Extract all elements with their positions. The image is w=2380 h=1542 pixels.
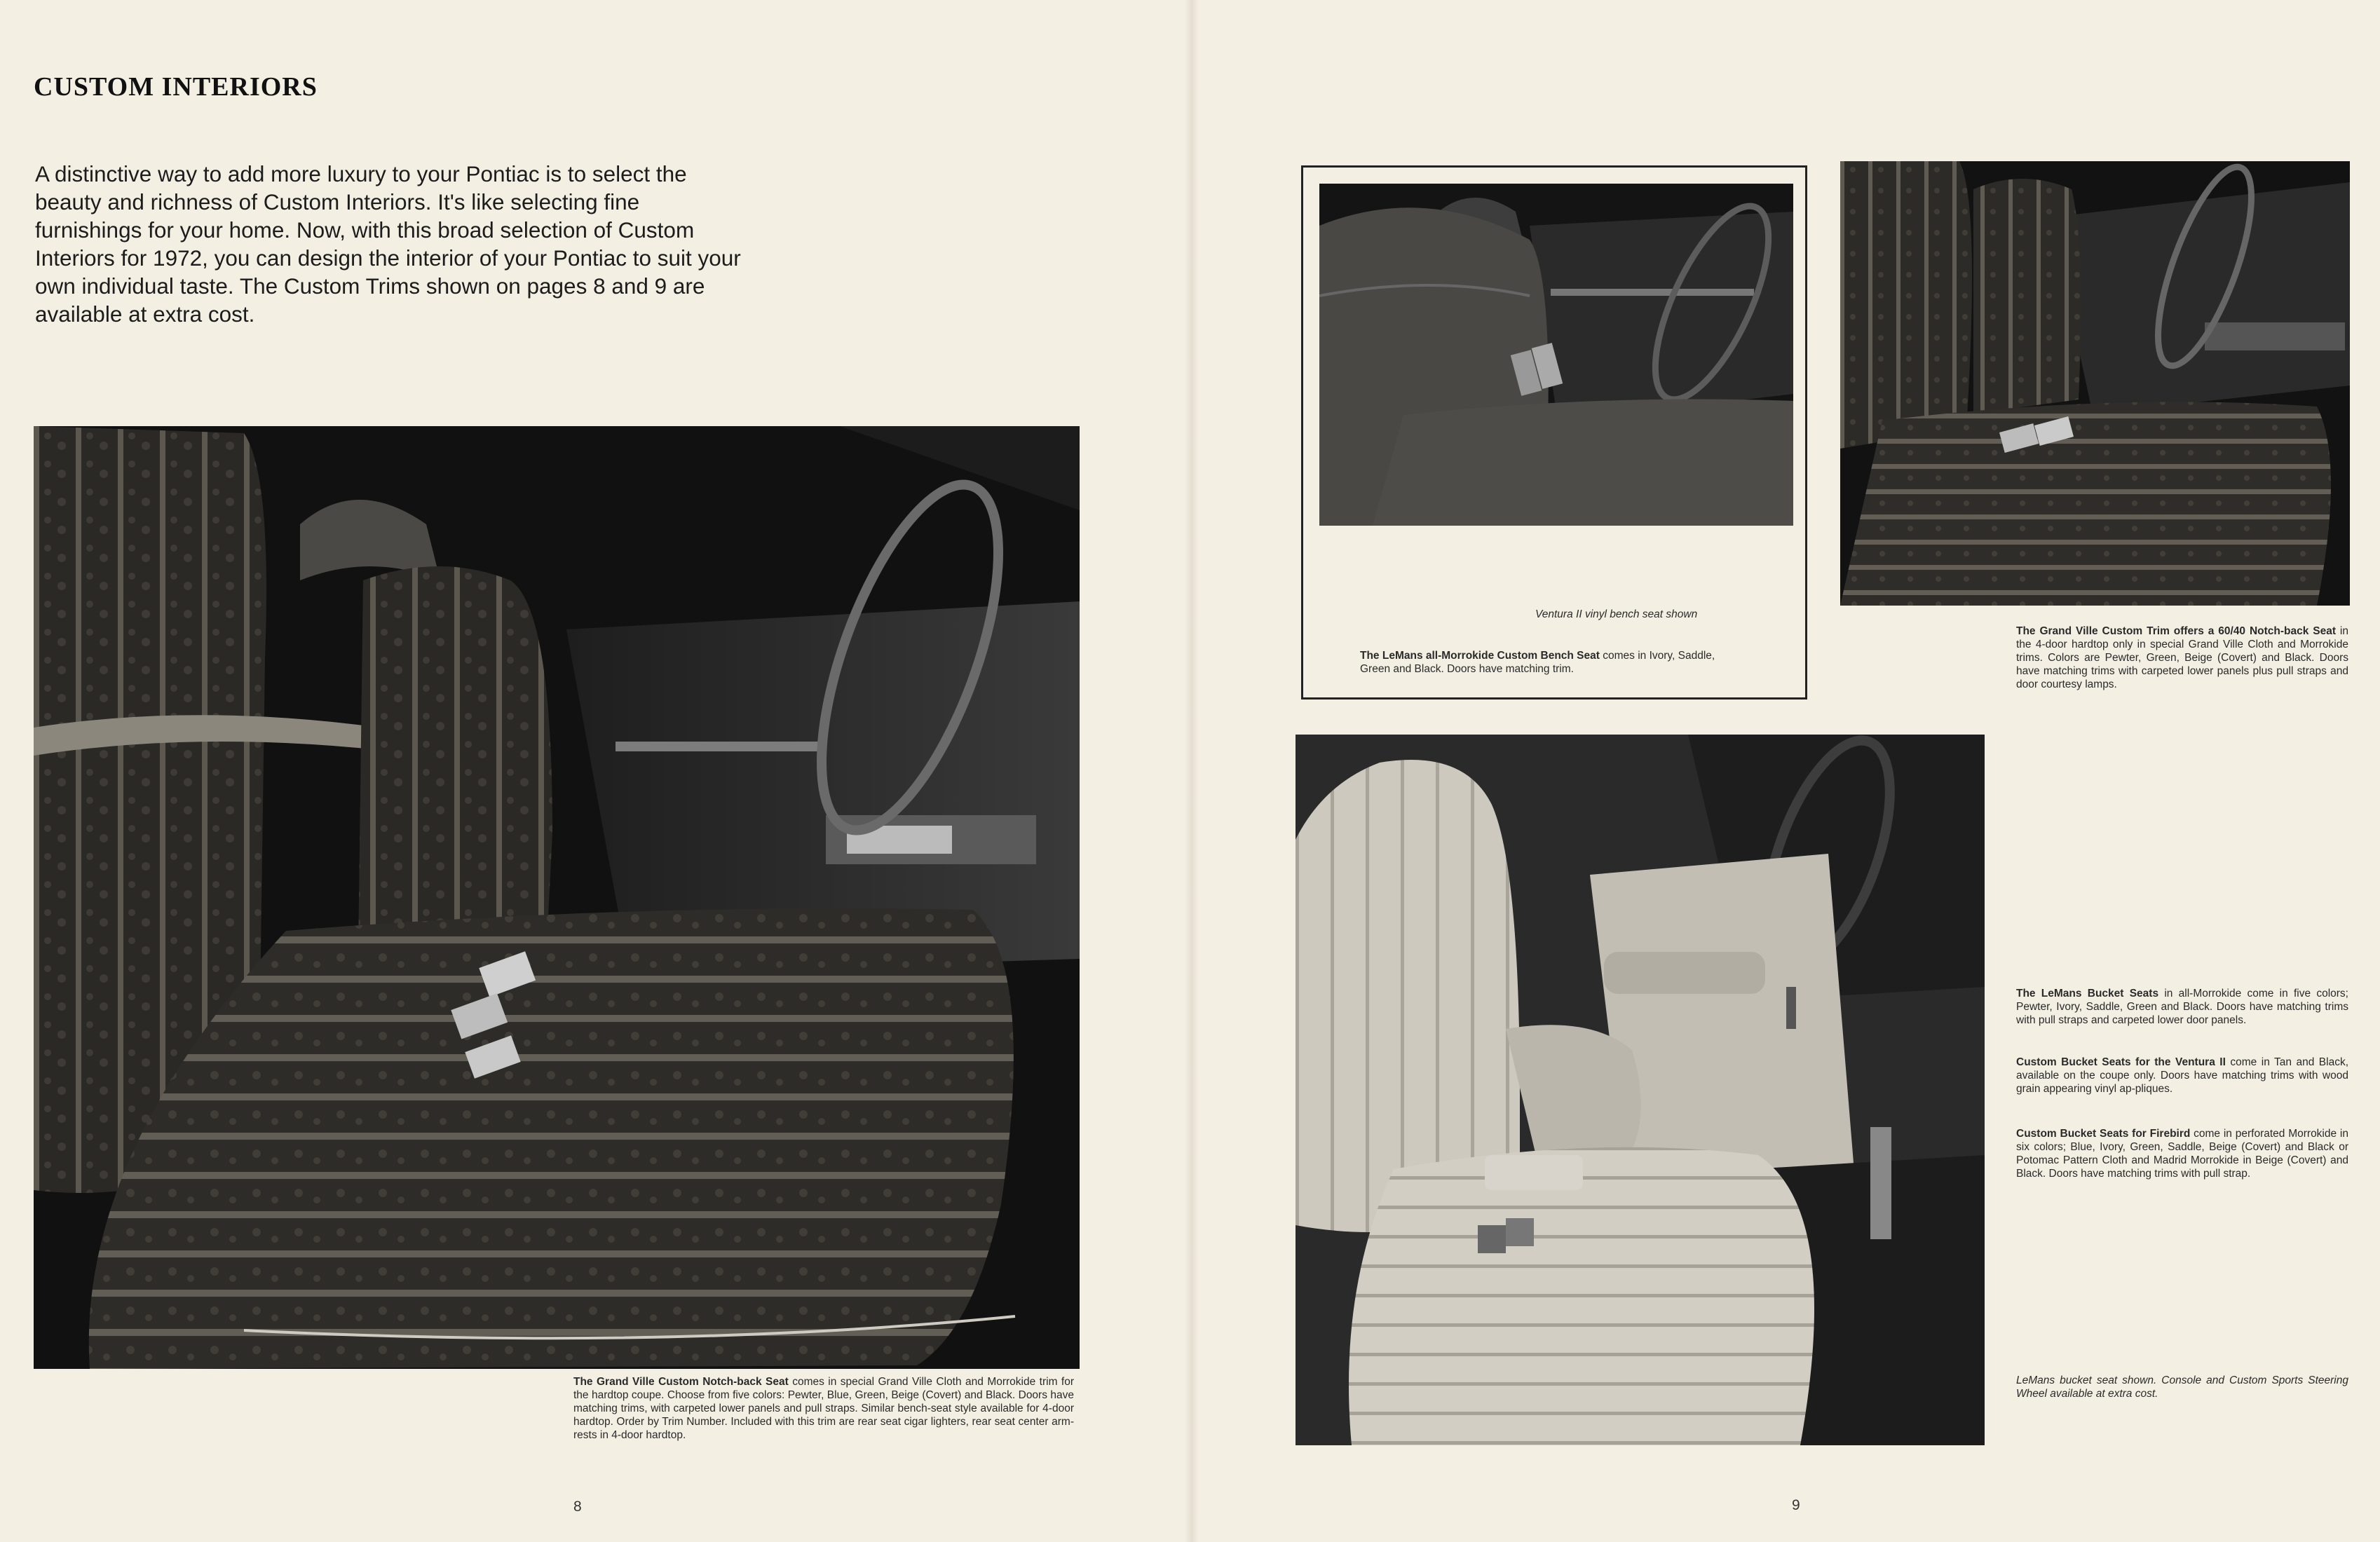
caption-title: The LeMans Bucket Seats <box>2016 988 2159 999</box>
photo-grand-ville-6040 <box>1840 161 2350 606</box>
caption-lemans-bucket <box>2016 987 2348 1027</box>
page-number-right: 9 <box>1792 1497 1800 1513</box>
caption-body: comes in Ivory, Saddle, Green and Black. Doors have matching trim. <box>1360 650 1715 675</box>
caption-ventura-bucket <box>2016 1056 2348 1096</box>
caption-firebird-bucket <box>2016 1127 2348 1180</box>
page-spine <box>1185 0 1199 1542</box>
caption-lemans-shown: LeMans bucket seat shown. Console and Custom Sports Steering Wheel available at extra cost. <box>2016 1374 2348 1400</box>
caption-title: The LeMans all-Morrokide Custom Bench Seat <box>1360 650 1600 662</box>
caption-title: Custom Bucket Seats for Firebird <box>2016 1128 2191 1140</box>
page-number-left: 8 <box>573 1499 582 1515</box>
photo-grand-ville-notchback <box>34 426 1080 1369</box>
photo-lemans-bucket <box>1296 735 1985 1445</box>
page-heading: CUSTOM INTERIORS <box>34 72 318 102</box>
caption-body: comes in special Grand Ville Cloth and Morrokide trim for the hardtop coupe. Choose from five colors: Pewter, Blue, Green, Beige (Covert) and Black. Doors have matching trims, with carpeted lower panels and pull straps. Similar bench-seat style available for 4-door hardtop. Order by Trim Number. Included with this trim are rear seat cigar lighters, rear seat center arm-rests in 4-door hardtop. <box>573 1376 1075 1441</box>
photo-lemans-bench <box>1319 184 1793 526</box>
caption-title: The Grand Ville Custom Trim offers a 60/40 Notch-back Seat <box>2016 625 2337 637</box>
caption-body: come in perforated Morrokide in six colors; Blue, Ivory, Green, Saddle, Beige (Covert) and Black or Potomac Pattern Cloth and Madrid Morrokide in Beige (Covert) and Black. Doors have matching trims with pull strap. <box>2016 1128 2348 1180</box>
caption-body: in the 4-door hardtop only in special Grand Ville Cloth and Morrokide trims. Colors are Pewter, Green, Beige (Covert) and Black. Doors have matching trims with carpeted lower panels plus pull straps and door courtesy lamps. <box>2016 625 2348 690</box>
caption-body: come in Tan and Black, available on the coupe only. Doors have matching trims with wood grain appearing vinyl ap-pliques. <box>2016 1056 2348 1095</box>
caption-body: in all-Morrokide come in five colors; Pewter, Ivory, Saddle, Green and Black. Doors have matching trims with pull straps and carpeted lower door panels. <box>2016 988 2348 1026</box>
caption-grand-ville-6040 <box>2016 625 2348 691</box>
caption-grand-ville-notchback <box>573 1375 1074 1442</box>
intro-paragraph: A distinctive way to add more luxury to your Pontiac is to select the beauty and richness of Custom Interiors. It's like selecting fine furnishings for your home. Now, with this broad selection of Custom Interiors for 1972, you can design the interior of your Pontiac to suit your own individual taste. The Custom Trims shown on pages 8 and 9 are available at extra cost. <box>35 161 741 327</box>
caption-title: The Grand Ville Custom Notch-back Seat <box>573 1376 789 1388</box>
caption-ventura-note: Ventura II vinyl bench seat shown <box>1535 608 1698 620</box>
caption-title: Custom Bucket Seats for the Ventura II <box>2016 1056 2226 1068</box>
caption-lemans-bench <box>1360 649 1739 676</box>
